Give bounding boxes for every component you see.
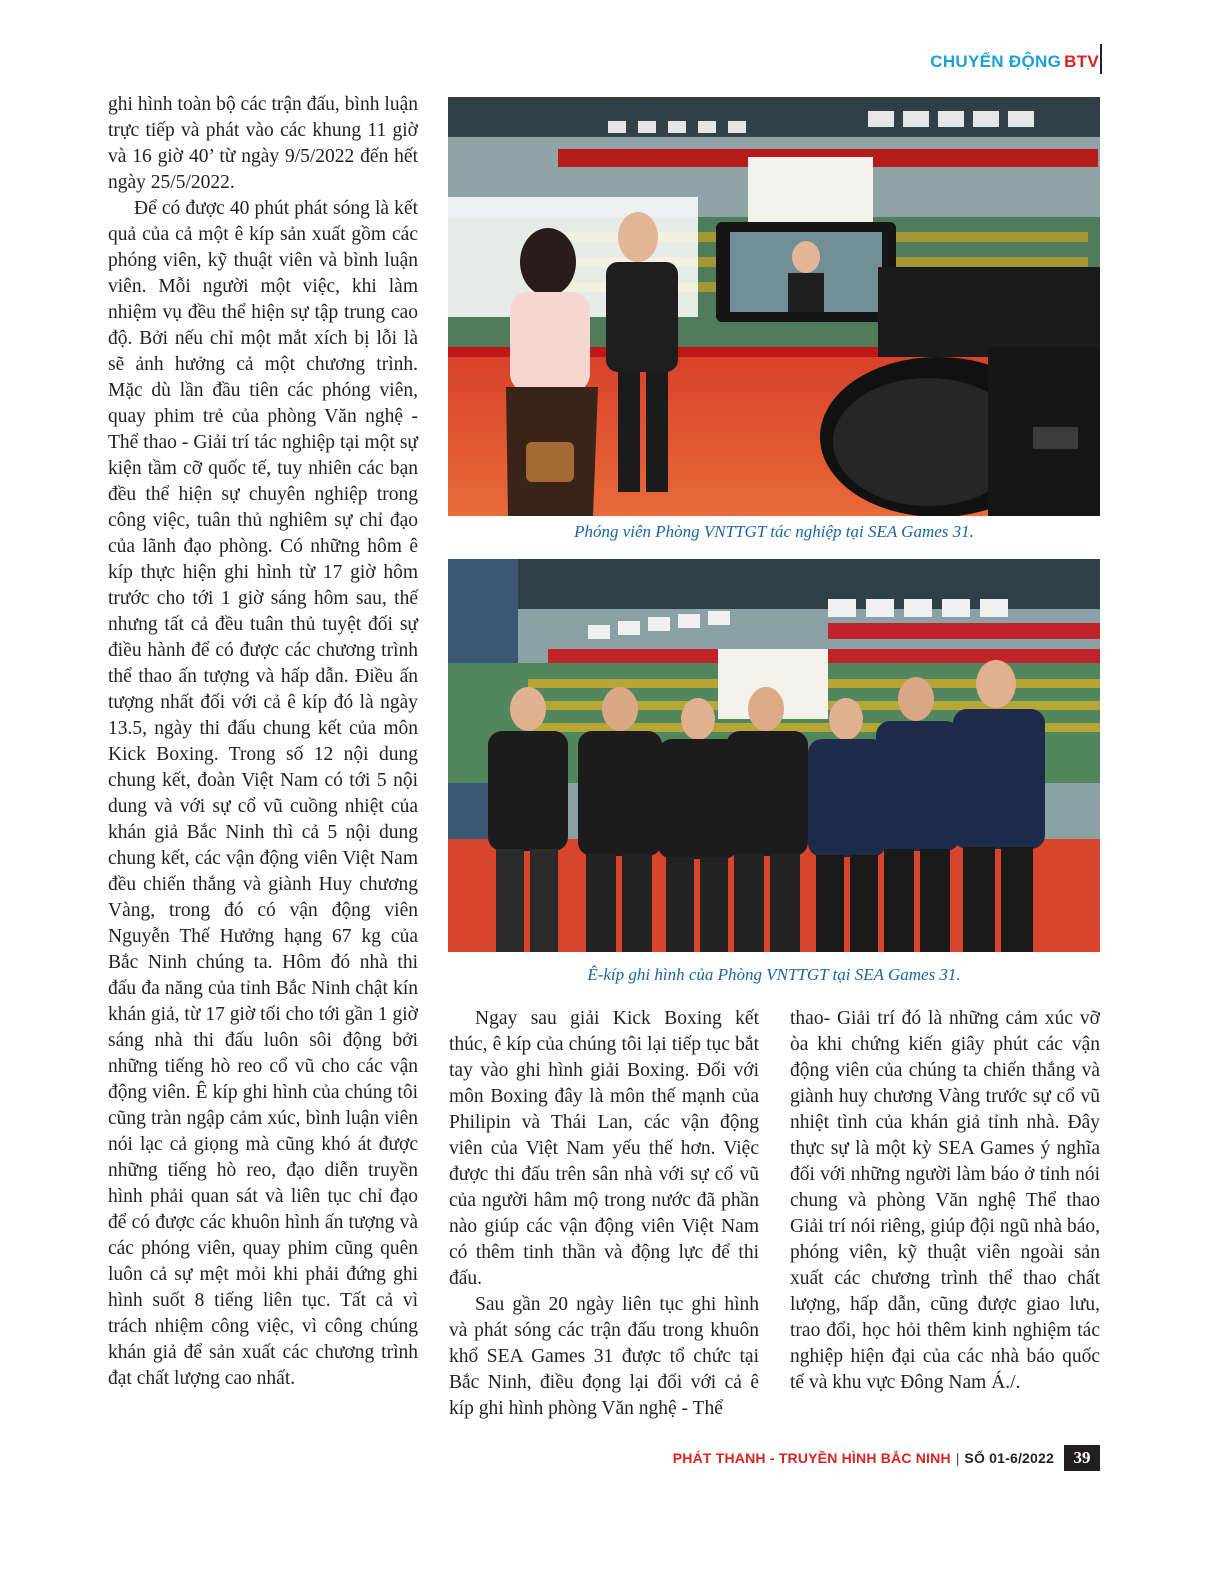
issue-number: SỐ 01-6/2022 xyxy=(964,1450,1054,1466)
photo-caption: Ê-kíp ghi hình của Phòng VNTTGT tại SEA Games 31. xyxy=(587,965,961,984)
page-number: 39 xyxy=(1064,1445,1100,1471)
paragraph: Ngay sau giải Kick Boxing kết thúc, ê kíp của chúng tôi lại tiếp tục bắt tay vào ghi hình giải Boxing. Đối với môn Boxing đây là môn thế mạnh của Philipin và Thái Lan, các vận động viên của Việt Nam yếu thế hơn. Việc được thi đấu trên sân nhà với sự cổ vũ của người hâm mộ trong nước đã phần nào giúp các vận động viên Việt Nam có thêm tinh thần và động lực để thi đấu. xyxy=(449,1008,759,1289)
article-column-3 xyxy=(790,1006,1100,1396)
page-footer xyxy=(673,1445,1100,1471)
publication-name: PHÁT THANH - TRUYỀN HÌNH BẮC NINH xyxy=(672,1450,951,1466)
photo-production-team xyxy=(448,559,1100,952)
brand-label: BTV xyxy=(1064,52,1099,71)
article-column-2 xyxy=(449,1006,759,1422)
paragraph: Để có được 40 phút phát sóng là kết quả của cả một ê kíp sản xuất gồm các phóng viên, kỹ thuật viên và bình luận viên. Mỗi người một việc, khi làm nhiệm vụ đều thể hiện sự tập trung cao độ. Bởi nếu chỉ một mắt xích bị lỗi là sẽ ảnh hưởng cả một chương trình. Mặc dù lần đầu tiên các phóng viên, quay phim trẻ của phòng Văn nghệ - Thể thao - Giải trí tác nghiệp tại một sự kiện tầm cỡ quốc tế, tuy nhiên các bạn đều thể hiện sự chuyên nghiệp trong công việc, tuân thủ nghiêm sự chỉ đạo của lãnh đạo phòng. Có những hôm ê kíp thực hiện ghi hình từ 17 giờ hôm trước cho tới 1 giờ sáng hôm sau, thế nhưng tất cả đều tuân thủ tuyệt đối sự điều hành để có được các chương trình thể thao ấn tượng và hấp dẫn. Điều ấn tượng nhất đối với cả ê kíp đó là ngày 13.5, ngày thi đấu chung kết của môn Kick Boxing. Trong số 12 nội dung chung kết, đoàn Việt Nam có tới 5 nội dung và với sự cổ vũ cuồng nhiệt của khán giả Bắc Ninh thì cả 5 nội dung chung kết, các vận động viên Việt Nam đều chiến thắng và giành Huy chương Vàng, trong đó có vận động viên Nguyễn Thế Hưởng hạng 67 kg của Bắc Ninh chúng ta. Hôm đó nhà thi đấu đa năng của tỉnh Bắc Ninh chật kín khán giả, từ 17 giờ tối cho tới gần 1 giờ sáng nhà thi đấu luôn sôi động bởi những tiếng hò reo cổ vũ cho các vận động viên. Ê kíp ghi hình của chúng tôi cũng tràn ngập cảm xúc, bình luận viên nói lạc cả giọng mà cũng khó át được những tiếng hò reo, đạo diễn truyền hình phải quan sát và liên tục chỉ đạo để có được các khuôn hình ấn tượng và các phóng viên, quay phim cũng quên luôn cả sự mệt mỏi khi phải đứng ghi hình suốt 8 tiếng liên tục. Tất cả vì trách nhiệm công việc, vì công chúng khán giả để sản xuất các chương trình đạt chất lượng cao nhất. xyxy=(108,198,418,1389)
section-header xyxy=(930,52,1099,72)
article-column-1 xyxy=(108,92,418,1392)
header-rule xyxy=(1100,44,1102,74)
paragraph: thao- Giải trí đó là những cảm xúc vỡ òa khi chứng kiến giây phút các vận động viên của chúng ta chiến thắng và giành huy chương Vàng trước sự cổ vũ nhiệt tình của khán giả tỉnh nhà. Đây thực sự là một kỳ SEA Games ý nghĩa đối với những người làm báo ở tỉnh nói chung và phòng Văn nghệ Thể thao Giải trí nói riêng, giúp đội ngũ nhà báo, phóng viên, kỹ thuật viên ngoài sản xuất các chương trình thể thao chất lượng, hấp dẫn, cũng được giao lưu, trao đổi, học hỏi thêm kinh nghiệm tác nghiệp hiện đại của các nhà báo quốc tế và khu vực Đông Nam Á./. xyxy=(790,1008,1100,1393)
section-title: CHUYỂN ĐỘNG xyxy=(930,52,1062,71)
paragraph: Sau gần 20 ngày liên tục ghi hình và phát sóng các trận đấu trong khuôn khổ SEA Games 31 được tổ chức tại Bắc Ninh, điều đọng lại đối với cả ê kíp ghi hình phòng Văn nghệ - Thể xyxy=(449,1294,759,1419)
photo-caption: Phóng viên Phòng VNTTGT tác nghiệp tại SEA Games 31. xyxy=(574,522,974,541)
paragraph: ghi hình toàn bộ các trận đấu, bình luận trực tiếp và phát vào các khung 11 giờ và 16 giờ 40’ từ ngày 9/5/2022 đến hết ngày 25/5/2022. xyxy=(108,94,418,193)
footer-divider: | xyxy=(955,1450,960,1466)
photo-reporter-interview xyxy=(448,97,1100,516)
